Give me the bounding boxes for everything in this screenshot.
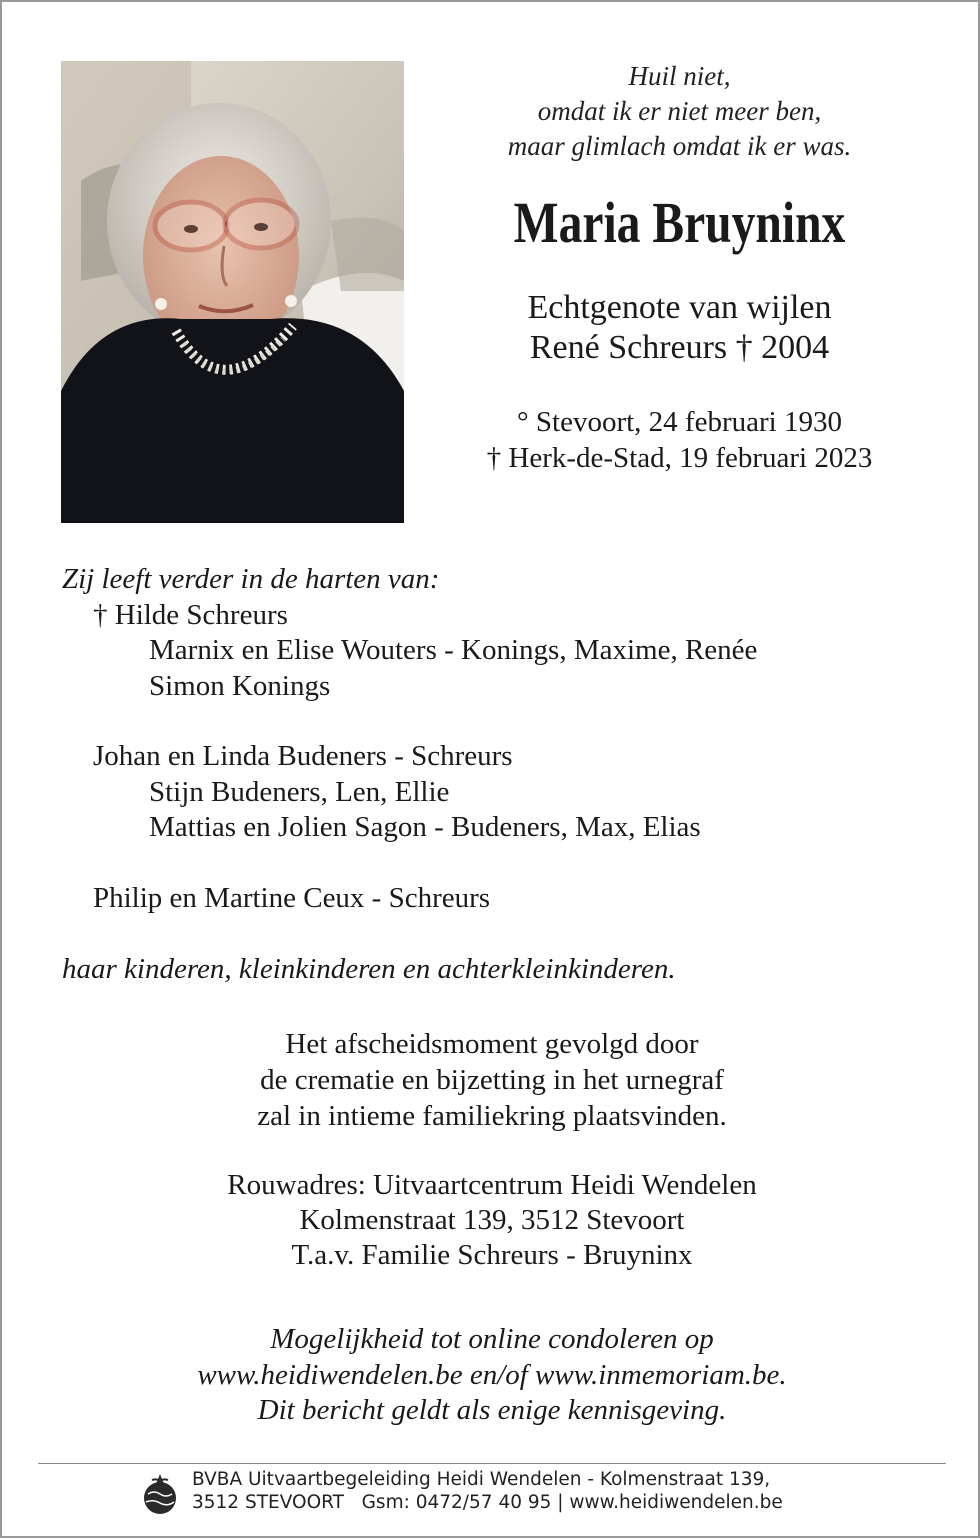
footer-line: 3512 STEVOORT Gsm: 0472/57 40 95 | www.heidiwendelen.be — [192, 1492, 783, 1513]
condolences-line: Mogelijkheid tot online condoleren op — [270, 1323, 714, 1355]
family-intro: Zij leeft verder in de harten van: — [62, 563, 440, 595]
condolences-line: Dit bericht geldt als enige kennisgeving. — [257, 1394, 727, 1426]
family-outro: haar kinderen, kleinkinderen en achterkleinkinderen. — [62, 953, 676, 985]
notice-line: zal in intieme familiekring plaatsvinden. — [257, 1100, 727, 1132]
portrait-illustration — [61, 61, 404, 523]
footer-line: BVBA Uitvaartbegeleiding Heidi Wendelen - Kolmenstraat 139, — [192, 1469, 771, 1490]
footer-divider — [38, 1463, 946, 1464]
funeral-home-footer — [138, 1468, 918, 1520]
death-date: † Herk-de-Stad, 19 februari 2023 — [486, 442, 873, 474]
family-list — [62, 562, 942, 988]
address-line: T.a.v. Familie Schreurs - Bruyninx — [291, 1239, 693, 1271]
family-member: Johan en Linda Budeners - Schreurs — [93, 740, 513, 772]
family-member: Marnix en Elise Wouters - Konings, Maxime, Renée — [149, 634, 758, 666]
family-member: † Hilde Schreurs — [93, 598, 288, 631]
footer-text — [192, 1468, 783, 1514]
header-column — [422, 59, 937, 476]
birth-date: ° Stevoort, 24 februari 1930 — [517, 406, 842, 438]
spouse-info — [422, 288, 937, 368]
quote-line: omdat ik er niet meer ben, — [537, 96, 822, 126]
globe-dove-logo-icon — [140, 1472, 180, 1516]
notice-line: Het afscheidsmoment gevolgd door — [285, 1028, 699, 1060]
portrait-photo — [61, 61, 404, 523]
quote-line: maar glimlach omdat ik er was. — [507, 131, 852, 161]
condolences-info — [2, 1322, 980, 1429]
family-member: Stijn Budeners, Len, Ellie — [149, 775, 450, 808]
spouse-line: René Schreurs † 2004 — [529, 329, 830, 366]
family-member: Simon Konings — [149, 669, 331, 702]
ceremony-notice — [2, 1026, 980, 1134]
notice-line: de crematie en bijzetting in het urnegraf — [260, 1064, 724, 1096]
memorial-quote — [422, 59, 937, 164]
address-line: Kolmenstraat 139, 3512 Stevoort — [299, 1204, 685, 1236]
deceased-name: Maria Bruyninx — [513, 190, 846, 255]
condolences-line: www.heidiwendelen.be en/of www.inmemoriam.be. — [197, 1358, 787, 1391]
life-dates — [422, 404, 937, 476]
quote-line: Huil niet, — [628, 61, 731, 91]
spouse-line: Echtgenote van wijlen — [527, 289, 832, 326]
mourning-address — [2, 1168, 980, 1273]
family-member: Philip en Martine Ceux - Schreurs — [93, 881, 491, 914]
address-line: Rouwadres: Uitvaartcentrum Heidi Wendelen — [227, 1169, 757, 1201]
family-member: Mattias en Jolien Sagon - Budeners, Max, Elias — [149, 811, 701, 843]
